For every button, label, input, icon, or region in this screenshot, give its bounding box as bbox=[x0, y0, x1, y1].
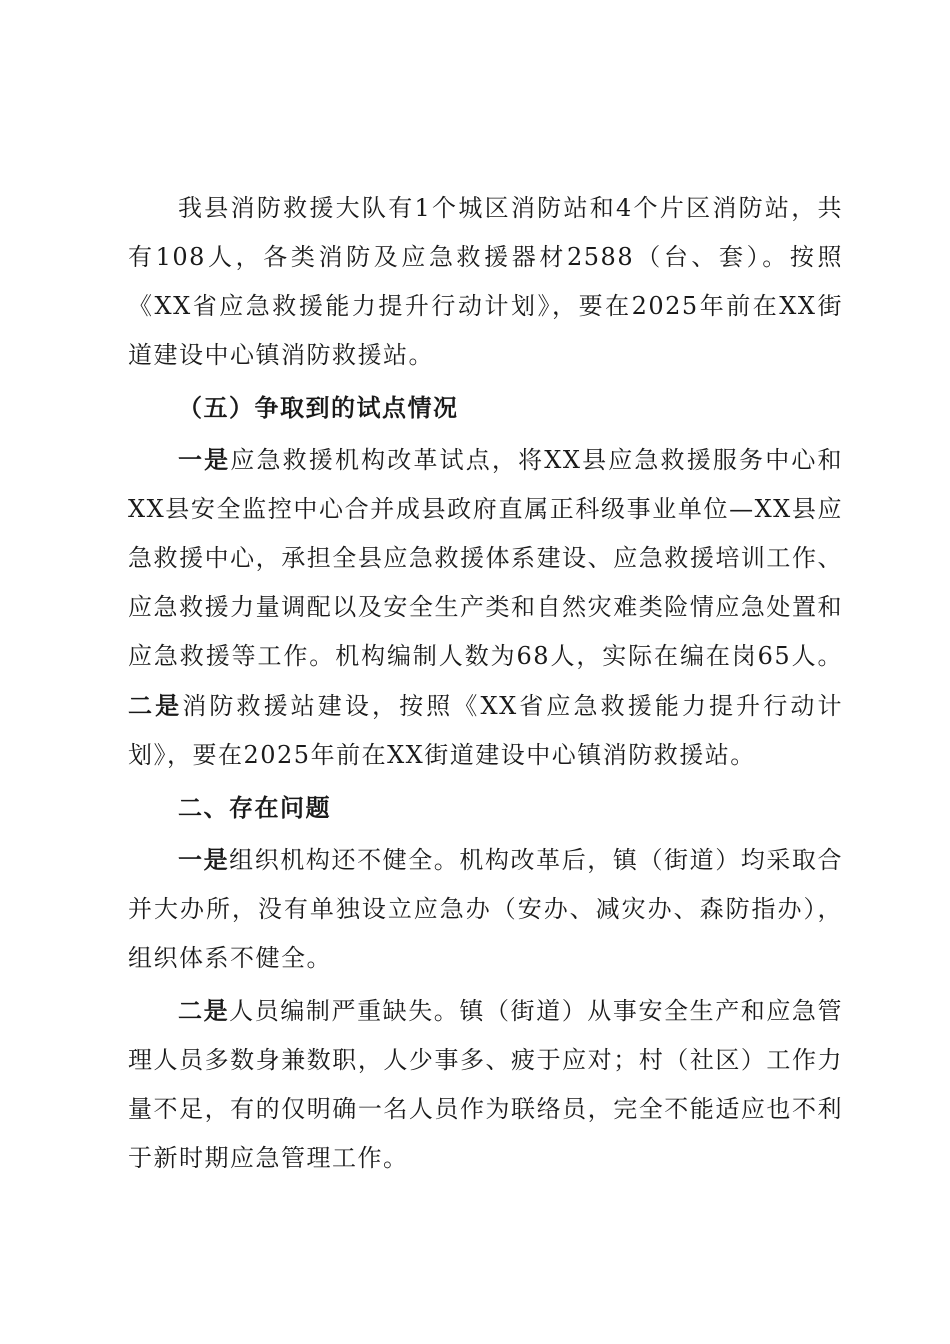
pilot-text-a: 应急救援机构改革试点，将XX县应急救援服务中心和XX县安全监控中心合并成县政府直属正科级事业单位—XX县应急救援中心，承担全县应急救援体系建设、应急救援培训工作、应急救援力量调配以及安全生产类和自然灾难类险情应急处置和应急救援等工作。机构编制人数为68人，实际在编在岗65人。 bbox=[128, 446, 844, 670]
problem-organization-text: 组织机构还不健全。机构改革后，镇（街道）均采取合并大办所，没有单独设立应急办（安办、减灾办、森防指办），组织体系不健全。 bbox=[128, 846, 844, 972]
paragraph-pilot bbox=[128, 435, 843, 780]
section-heading-pilot: （五）争取到的试点情况 bbox=[178, 393, 459, 422]
pilot-text-b: 消防救援站建设，按照《XX省应急救援能力提升行动计划》，要在2025年前在XX街道建设中心镇消防救援站。 bbox=[128, 692, 844, 769]
lead-second: 二是 bbox=[178, 996, 230, 1025]
paragraph-problem-staffing bbox=[128, 986, 843, 1183]
lead-first: 一是 bbox=[178, 845, 230, 874]
paragraph-fire-rescue: 我县消防救援大队有1个城区消防站和4个片区消防站，共有108人，各类消防及应急救援器材2588（台、套）。按照《XX省应急救援能力提升行动计划》，要在2025年前在XX街道建设中心镇消防救援站。 bbox=[128, 194, 843, 369]
paragraph-problem-organization bbox=[128, 835, 843, 983]
lead-second: 二是 bbox=[128, 691, 183, 720]
lead-first: 一是 bbox=[178, 445, 231, 474]
problem-staffing-text: 人员编制严重缺失。镇（街道）从事安全生产和应急管理人员多数身兼数职，人少事多、疲于应对；村（社区）工作力量不足，有的仅明确一名人员作为联络员，完全不能适应也不利于新时期应急管理工作。 bbox=[128, 997, 844, 1172]
section-heading-problems: 二、存在问题 bbox=[178, 793, 331, 822]
document-body bbox=[128, 184, 843, 1183]
